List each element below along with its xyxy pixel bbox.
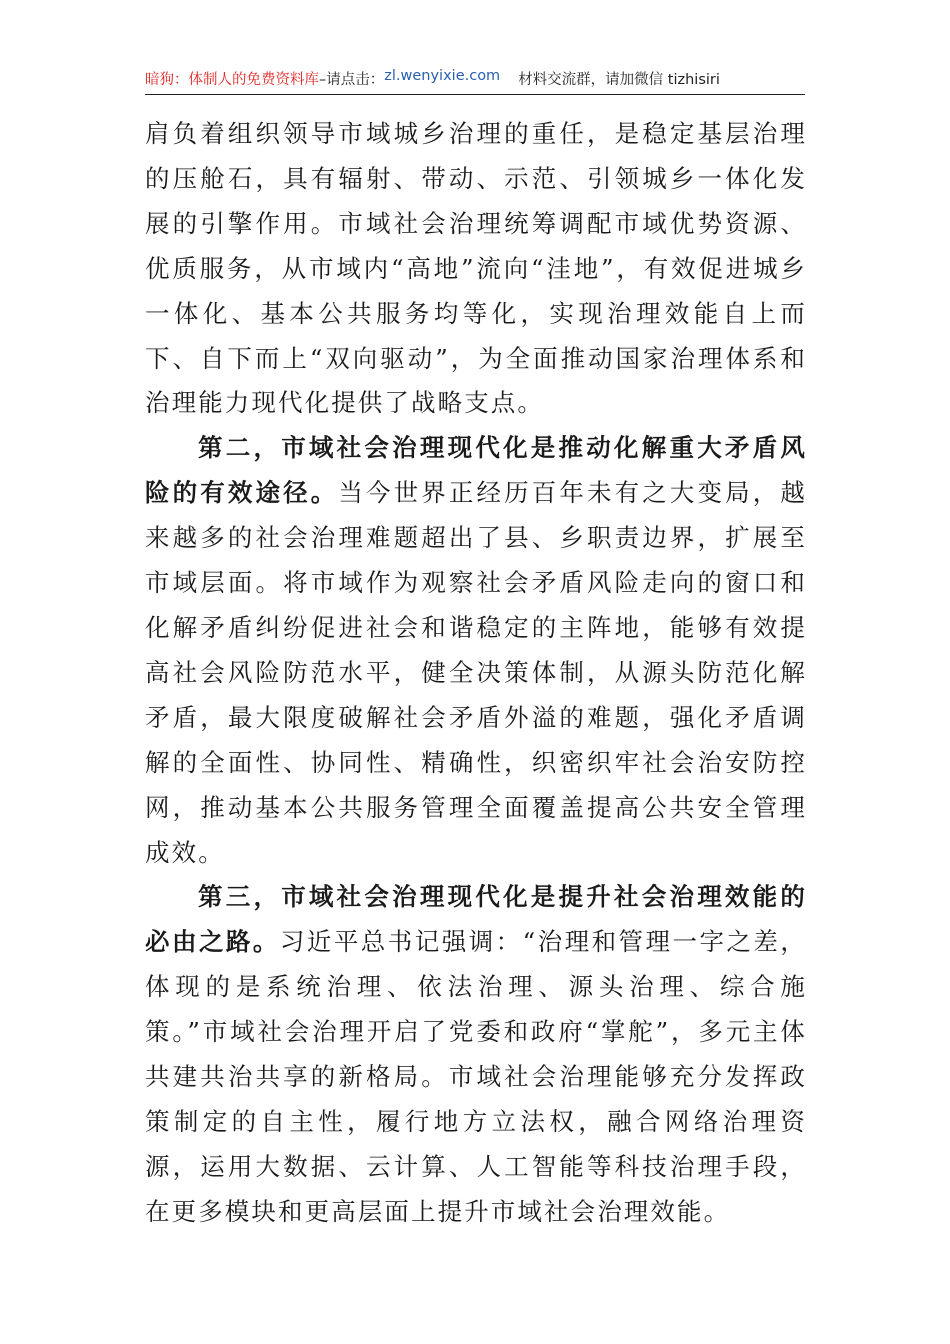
- paragraph-3-text: 习近平总书记强调：“治理和管理一字之差，体现的是系统治理、依法治理、源头治理、综合施策。”市域社会治理开启了党委和政府“掌舵”，多元主体共建共治共享的新格局。市域社会治理能够充分发挥政策制定的自主性，履行地方立法权，融合网络治理资源，运用大数据、云计算、人工智能等科技治理手段，在更多模块和更高层面上提升市域社会治理效能。: [145, 927, 807, 1226]
- paragraph-2: [145, 426, 807, 875]
- document-body: [145, 112, 807, 1235]
- paragraph-3: [145, 875, 807, 1234]
- paragraph-2-text: 当今世界正经历百年未有之大变局，越来越多的社会治理难题超出了县、乡职责边界，扩展至市域层面。将市域作为观察社会矛盾风险走向的窗口和化解矛盾纠纷促进社会和谐稳定的主阵地，能够有效提高社会风险防范水平，健全决策体制，从源头防范化解矛盾，最大限度破解社会矛盾外溢的难题，强化矛盾调解的全面性、协同性、精确性，织密织牢社会治安防控网，推动基本公共服务管理全面覆盖提高公共安全管理成效。: [145, 478, 808, 867]
- header-site-name: 暗狗：体制人的免费资料库: [145, 72, 319, 88]
- header-link-prompt: –请点击：: [319, 72, 385, 88]
- paragraph-2-heading: 第二，市域社会治理现代化是推动化解重大矛盾风险的有效途径。: [145, 433, 807, 508]
- header-url-link[interactable]: zl.wenyixie.com: [384, 68, 501, 84]
- paragraph-3-heading: 第三，市域社会治理现代化是提升社会治理效能的必由之路。: [145, 882, 807, 957]
- page-header: [145, 68, 805, 95]
- header-wechat-note: 材料交流群，请加微信 tizhisiri: [518, 72, 720, 88]
- paragraph-1: 肩负着组织领导市域城乡治理的重任，是稳定基层治理的压舱石，具有辐射、带动、示范、引领城乡一体化发展的引擎作用。市域社会治理统筹调配市域优势资源、优质服务，从市域内“高地”流向“洼地”，有效促进城乡一体化、基本公共服务均等化，实现治理效能自上而下、自下而上“双向驱动”，为全面推动国家治理体系和治理能力现代化提供了战略支点。: [145, 119, 807, 418]
